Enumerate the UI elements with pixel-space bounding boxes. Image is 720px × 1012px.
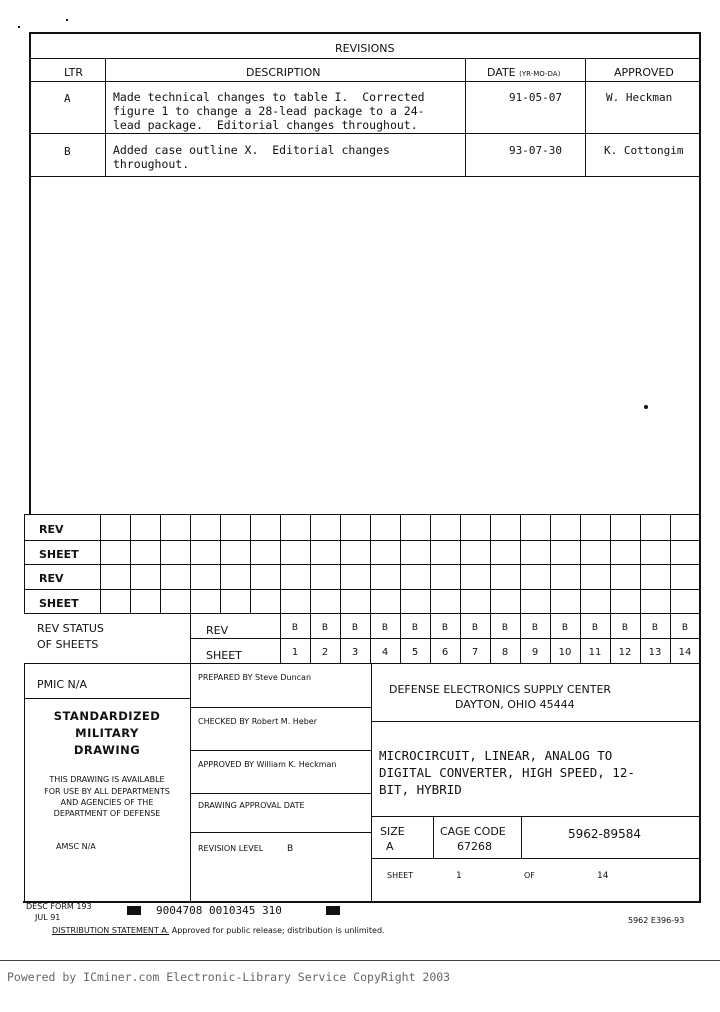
status-sheet-cell: 4: [381, 647, 389, 658]
cont-rev-label-2: REV: [39, 572, 64, 585]
status-rev-cell: B: [381, 623, 389, 633]
rev-row-b-ltr: B: [64, 145, 71, 158]
status-sheet-cell: 2: [321, 647, 329, 658]
size-label: SIZE: [380, 825, 405, 838]
std-title-2: MILITARY: [75, 726, 139, 740]
status-rev-cell: B: [561, 623, 569, 633]
form-code: 5962 E396-93: [628, 916, 685, 925]
cont-sheet-label-1: SHEET: [39, 548, 79, 561]
status-rev-cell: B: [321, 623, 329, 633]
header-date-format: (YR-MO-DA): [519, 70, 561, 78]
status-sheet-cell: 7: [471, 647, 479, 658]
scan-speck: [66, 19, 68, 21]
agency-line-2: DAYTON, OHIO 45444: [455, 698, 575, 711]
revision-level-value: B: [287, 844, 294, 854]
distribution-label: DISTRIBUTION STATEMENT A.: [52, 926, 170, 935]
status-rev-cell: B: [621, 623, 629, 633]
approved-by: APPROVED BY William K. Heckman: [198, 760, 337, 769]
rev-status-title-2: OF SHEETS: [37, 638, 99, 651]
drawing-approval-date: DRAWING APPROVAL DATE: [198, 801, 305, 810]
sheet-value: 1: [456, 871, 462, 881]
rev-row-a-description: Made technical changes to table I. Corrected figure 1 to change a 28-lead package to a 24- lead package. Editorial changes throughout.: [113, 90, 425, 132]
avail-line-2: FOR USE BY ALL DEPARTMENTS: [44, 787, 170, 796]
status-sheet-cell: 12: [618, 647, 632, 658]
rev-row-a-approved: W. Heckman: [606, 91, 673, 104]
status-sheet-cell: 8: [501, 647, 509, 658]
amsc-label: AMSC N/A: [56, 842, 96, 851]
revision-level-label: REVISION LEVEL: [198, 844, 264, 853]
rev-status-title-1: REV STATUS: [37, 622, 104, 635]
status-rev-cell: B: [411, 623, 419, 633]
scan-speck: [644, 405, 648, 409]
prepared-by: PREPARED BY Steve Duncan: [198, 673, 312, 682]
pmic-label: PMIC N/A: [37, 678, 88, 691]
form-number: DESC FORM 193: [26, 902, 92, 911]
drawing-title-1: MICROCIRCUIT, LINEAR, ANALOG TO: [379, 748, 613, 763]
cont-sheet-label-2: SHEET: [39, 597, 79, 610]
cont-rev-label-1: REV: [39, 523, 64, 536]
cage-code-label: CAGE CODE: [440, 825, 506, 838]
avail-line-3: AND AGENCIES OF THE: [60, 798, 154, 807]
revisions-title: REVISIONS: [335, 42, 395, 55]
status-rev-cell: B: [591, 623, 599, 633]
avail-line-4: DEPARTMENT OF DEFENSE: [53, 809, 161, 818]
distribution-text: Approved for public release; distribution is unlimited.: [171, 926, 385, 935]
status-rev-cell: B: [651, 623, 659, 633]
status-rev-cell: B: [351, 623, 359, 633]
barcode-text: 9004708 0010345 310: [156, 904, 282, 917]
rev-row-a-ltr: A: [64, 92, 71, 105]
of-label: OF: [524, 871, 535, 880]
drawing-title-2: DIGITAL CONVERTER, HIGH SPEED, 12-: [379, 765, 635, 780]
status-sheet-cell: 1: [291, 647, 299, 658]
rev-row-b-approved: K. Cottongim: [604, 144, 684, 157]
form-date: JUL 91: [35, 913, 61, 922]
barcode-block-left: [127, 906, 141, 915]
status-rev-cell: B: [471, 623, 479, 633]
scan-speck: [18, 26, 20, 28]
status-sheet-cell: 11: [588, 647, 602, 658]
status-rev-cell: B: [291, 623, 299, 633]
header-date: [487, 67, 560, 78]
status-sheet-cell: 14: [678, 647, 692, 658]
header-date-label: DATE: [487, 66, 516, 79]
checked-by: CHECKED BY Robert M. Heber: [198, 717, 318, 726]
status-sheet-cell: 13: [648, 647, 662, 658]
rev-row-a-date: 91-05-07: [509, 91, 562, 104]
agency-line-1: DEFENSE ELECTRONICS SUPPLY CENTER: [389, 683, 612, 696]
size-value: A: [386, 840, 394, 853]
status-sheet-cell: 6: [441, 647, 449, 658]
status-sheet-cell: 10: [558, 647, 572, 658]
status-rev-cell: B: [531, 623, 539, 633]
header-ltr: LTR: [64, 66, 83, 79]
header-approved: APPROVED: [614, 66, 674, 79]
sheet-label: SHEET: [387, 871, 414, 880]
status-rev-cell: B: [441, 623, 449, 633]
barcode-block-right: [326, 906, 340, 915]
header-description: DESCRIPTION: [246, 66, 321, 79]
std-title-1: STANDARDIZED: [53, 709, 161, 723]
distribution-statement: [52, 927, 385, 935]
drawing-number: 5962-89584: [568, 827, 642, 841]
rev-row-b-date: 93-07-30: [509, 144, 562, 157]
cage-code-value: 67268: [457, 840, 492, 853]
drawing-title-3: BIT, HYBRID: [379, 782, 462, 797]
status-rev-cell: B: [501, 623, 509, 633]
status-sheet-cell: 5: [411, 647, 419, 658]
status-sheet-cell: 3: [351, 647, 359, 658]
std-title-3: DRAWING: [73, 743, 141, 757]
status-rev-label: REV: [206, 624, 229, 637]
status-rev-cell: B: [681, 623, 689, 633]
powered-by: Powered by ICminer.com Electronic-Library Service CopyRight 2003: [7, 970, 451, 984]
rev-row-b-description: Added case outline X. Editorial changes throughout.: [113, 143, 390, 171]
status-sheet-label: SHEET: [206, 649, 242, 662]
avail-line-1: THIS DRAWING IS AVAILABLE: [49, 775, 165, 784]
status-sheet-cell: 9: [531, 647, 539, 658]
of-value: 14: [597, 871, 609, 881]
